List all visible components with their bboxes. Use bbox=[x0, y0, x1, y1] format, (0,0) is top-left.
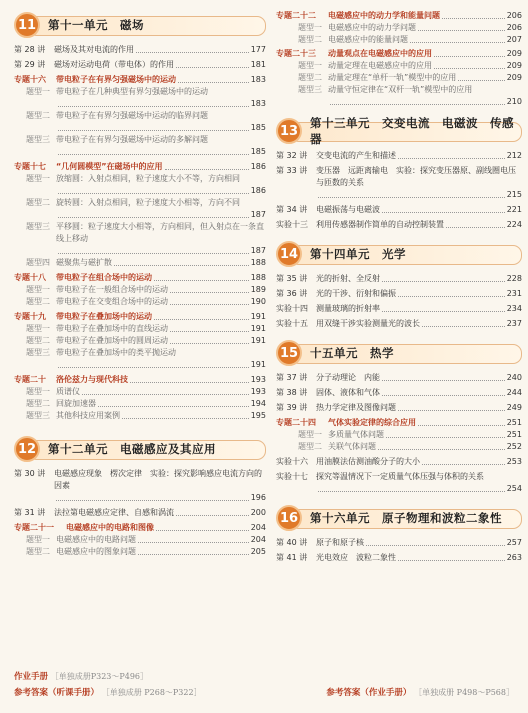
toc-entry[interactable] bbox=[276, 150, 522, 162]
homework-label[interactable]: 作业手册 bbox=[14, 672, 49, 682]
dot-leader bbox=[398, 288, 505, 297]
toc-subentry[interactable] bbox=[14, 86, 266, 110]
page-number: 257 bbox=[506, 538, 522, 547]
page-number: 194 bbox=[250, 399, 266, 408]
dot-leader bbox=[136, 44, 249, 53]
subentry-text: 动量定理在“单杆一轨”模型中的应用 bbox=[328, 73, 457, 82]
unit-title: 第十六单元 原子物理和波粒二象性 bbox=[310, 511, 502, 525]
dot-leader bbox=[398, 150, 505, 159]
entry-label: 实验十四 bbox=[276, 304, 308, 313]
dot-leader bbox=[434, 48, 505, 57]
subentry-label: 题型一 bbox=[26, 535, 50, 544]
page-number: 249 bbox=[506, 403, 522, 412]
entry-label: 实验十七 bbox=[276, 472, 308, 481]
page-number: 191 bbox=[250, 360, 266, 369]
toc-entry[interactable] bbox=[276, 219, 522, 231]
dot-leader bbox=[156, 522, 249, 531]
subentry-label: 题型二 bbox=[26, 297, 50, 306]
topic-label: 专题十八 bbox=[14, 273, 46, 282]
subentry-label: 题型一 bbox=[298, 23, 322, 32]
unit-number-badge: 16 bbox=[276, 505, 302, 531]
unit-title: 第十一单元 磁场 bbox=[48, 18, 144, 32]
page-number: 228 bbox=[506, 274, 522, 283]
subentry-label: 题型三 bbox=[26, 411, 50, 420]
dot-leader bbox=[382, 273, 505, 282]
subentry-text: 电磁感应中的图象问题 bbox=[56, 547, 136, 556]
toc-topic[interactable] bbox=[14, 522, 266, 534]
subentry-text: 回旋加速器 bbox=[56, 399, 96, 408]
page-number: 195 bbox=[250, 411, 266, 420]
dot-leader bbox=[154, 272, 249, 281]
entry-text: 用油膜法估测油酸分子的大小 bbox=[316, 457, 420, 466]
toc-entry[interactable] bbox=[276, 165, 522, 201]
dot-leader bbox=[318, 189, 505, 198]
subentry-text: 电磁感应中的电路问题 bbox=[56, 535, 136, 544]
topic-text: 带电粒子在叠加场中的运动 bbox=[56, 312, 152, 321]
page-number: 191 bbox=[250, 312, 266, 321]
subentry-text: 质谱仪 bbox=[56, 387, 80, 396]
subentry-label: 题型二 bbox=[298, 73, 322, 82]
toc-entry[interactable] bbox=[276, 456, 522, 468]
subentry-text: 带电粒子在一般组合场中的运动 bbox=[56, 285, 168, 294]
dot-leader bbox=[422, 456, 505, 465]
unit-14-header bbox=[276, 241, 522, 267]
subentry-text: 带电粒子在叠加场中的类平抛运动 191 bbox=[56, 348, 266, 369]
entry-label: 实验十三 bbox=[276, 220, 308, 229]
toc-entry[interactable] bbox=[276, 387, 522, 399]
topic-label: 专题二十二 bbox=[276, 11, 316, 20]
dot-leader bbox=[122, 410, 249, 419]
page-number: 183 bbox=[250, 99, 266, 108]
dot-leader bbox=[386, 429, 505, 438]
unit-number-badge: 13 bbox=[276, 118, 302, 144]
answers-lecture-label[interactable]: 参考答案（听课手册） bbox=[14, 688, 100, 698]
subentry-text: 磁聚焦与磁扩散 bbox=[56, 258, 112, 267]
subentry-text: 平移圆：粒子速度大小相等，方向相同，但入射点在一条直线上移动 187 bbox=[56, 222, 266, 255]
page-number: 191 bbox=[250, 336, 266, 345]
unit-title: 第十四单元 光学 bbox=[310, 247, 406, 261]
subentry-label: 题型二 bbox=[298, 35, 322, 44]
page-number: 251 bbox=[506, 418, 522, 427]
dot-leader bbox=[434, 60, 505, 69]
entry-text: 固体、液体和气体 bbox=[316, 388, 380, 397]
entry-text: 变压器 远距离输电 实验：探究变压器原、副线圈电压与匝数的关系 215 bbox=[316, 166, 522, 199]
page-number: 186 bbox=[250, 186, 266, 195]
unit-number-badge: 14 bbox=[276, 241, 302, 267]
toc-subentry[interactable] bbox=[14, 546, 266, 558]
toc-entry[interactable] bbox=[276, 303, 522, 315]
page-number: 251 bbox=[506, 430, 522, 439]
toc-subentry[interactable] bbox=[276, 22, 522, 34]
page-number: 231 bbox=[506, 289, 522, 298]
entry-label: 第 28 讲 bbox=[14, 45, 46, 54]
toc-entry[interactable] bbox=[276, 273, 522, 285]
toc-subentry[interactable] bbox=[14, 284, 266, 296]
dot-leader bbox=[422, 318, 505, 327]
page-number: 207 bbox=[506, 35, 522, 44]
subentry-label: 题型四 bbox=[26, 258, 50, 267]
dot-leader bbox=[170, 323, 249, 332]
subentry-label: 题型三 bbox=[26, 348, 50, 357]
toc-subentry[interactable] bbox=[276, 72, 522, 84]
page-number: 183 bbox=[250, 75, 266, 84]
topic-text: 带电粒子在有界匀强磁场中的运动 bbox=[56, 75, 176, 84]
subentry-label: 题型一 bbox=[298, 61, 322, 70]
toc-entry[interactable] bbox=[276, 204, 522, 216]
toc-entry[interactable] bbox=[276, 402, 522, 414]
entry-text: 分子动理论 内能 bbox=[316, 373, 380, 382]
subentry-label: 题型二 bbox=[298, 442, 322, 451]
entry-text: 光电效应 波粒二象性 bbox=[316, 553, 396, 562]
entry-text: 交变电流的产生和描述 bbox=[316, 151, 396, 160]
unit-12-header bbox=[14, 436, 266, 462]
page-number: 187 bbox=[250, 210, 266, 219]
toc-subentry[interactable] bbox=[14, 323, 266, 335]
subentry-text: 电磁感应中的能量问题 bbox=[328, 35, 408, 44]
toc-entry[interactable] bbox=[276, 288, 522, 300]
footer-answers bbox=[14, 686, 514, 698]
dot-leader bbox=[58, 98, 249, 107]
page-number: 234 bbox=[506, 304, 522, 313]
footer-homework bbox=[14, 670, 514, 682]
page-number: 181 bbox=[250, 60, 266, 69]
subentry-text: 多质量气体问题 bbox=[328, 430, 384, 439]
subentry-label: 题型一 bbox=[26, 324, 50, 333]
entry-text: 原子和原子核 bbox=[316, 538, 364, 547]
page-number: 190 bbox=[250, 297, 266, 306]
entry-label: 第 38 讲 bbox=[276, 388, 308, 397]
topic-text: 动量观点在电磁感应中的应用 bbox=[328, 49, 432, 58]
toc-subentry[interactable] bbox=[276, 429, 522, 441]
answers-homework-range: ［单独成册 P498～P568］ bbox=[414, 688, 514, 697]
toc-subentry[interactable] bbox=[14, 534, 266, 546]
unit-number-badge: 11 bbox=[14, 12, 40, 38]
page-number: 237 bbox=[506, 319, 522, 328]
dot-leader bbox=[330, 96, 505, 105]
subentry-label: 题型一 bbox=[26, 285, 50, 294]
dot-leader bbox=[82, 386, 249, 395]
toc-subentry[interactable] bbox=[14, 110, 266, 134]
page-number: 263 bbox=[506, 553, 522, 562]
entry-label: 第 39 讲 bbox=[276, 403, 308, 412]
subentry-label: 题型二 bbox=[26, 111, 50, 120]
answers-homework-label[interactable]: 参考答案（作业手册） bbox=[326, 688, 412, 698]
unit-15-header bbox=[276, 340, 522, 366]
subentry-text: 带电粒子在叠加场中的直线运动 bbox=[56, 324, 168, 333]
toc-left-column bbox=[14, 0, 266, 558]
topic-label: 专题二十一 bbox=[14, 523, 54, 532]
toc-entry[interactable] bbox=[14, 468, 266, 504]
entry-label: 第 30 讲 bbox=[14, 469, 46, 478]
page-number: 224 bbox=[506, 220, 522, 229]
subentry-text: 放缩圆：入射点相同，粒子速度大小不等，方向相同 186 bbox=[56, 174, 266, 195]
topic-label: 专题二十 bbox=[14, 375, 46, 384]
dot-leader bbox=[58, 209, 249, 218]
entry-text: 电磁振荡与电磁波 bbox=[316, 205, 380, 214]
dot-leader bbox=[418, 417, 505, 426]
subentry-text: 动量守恒定律在“双杆一轨”模型中的应用 210 bbox=[328, 85, 522, 106]
page-number: 254 bbox=[506, 484, 522, 493]
toc-topic[interactable] bbox=[276, 417, 522, 429]
toc-subentry[interactable] bbox=[14, 398, 266, 410]
dot-leader bbox=[382, 387, 505, 396]
entry-label: 第 33 讲 bbox=[276, 166, 308, 175]
dot-leader bbox=[58, 245, 249, 254]
subentry-text: 带电粒子在有界匀强磁场中运动的临界问题 185 bbox=[56, 111, 266, 132]
subentry-label: 题型二 bbox=[26, 198, 50, 207]
page-number: 185 bbox=[250, 123, 266, 132]
toc-subentry[interactable] bbox=[14, 296, 266, 308]
toc-topic[interactable] bbox=[276, 10, 522, 22]
toc-entry[interactable] bbox=[276, 372, 522, 384]
toc-subentry[interactable] bbox=[276, 60, 522, 72]
topic-label: 专题二十四 bbox=[276, 418, 316, 427]
entry-label: 第 32 讲 bbox=[276, 151, 308, 160]
page-number: 209 bbox=[506, 61, 522, 70]
dot-leader bbox=[410, 34, 505, 43]
dot-leader bbox=[165, 161, 249, 170]
dot-leader bbox=[58, 185, 249, 194]
dot-leader bbox=[170, 335, 249, 344]
page-number: 209 bbox=[506, 49, 522, 58]
dot-leader bbox=[398, 402, 505, 411]
toc-entry[interactable] bbox=[276, 552, 522, 564]
dot-leader bbox=[178, 74, 249, 83]
dot-leader bbox=[58, 359, 249, 368]
page-number: 188 bbox=[250, 273, 266, 282]
subentry-text: 旋转圆：入射点相同，粒子速度大小相等，方向不同 187 bbox=[56, 198, 266, 219]
toc-entry[interactable] bbox=[276, 537, 522, 549]
toc-entry[interactable] bbox=[14, 59, 266, 71]
subentry-text: 关联气体问题 bbox=[328, 442, 376, 451]
subentry-text: 其他科技应用案例 bbox=[56, 411, 120, 420]
dot-leader bbox=[382, 372, 505, 381]
page-number: 193 bbox=[250, 387, 266, 396]
toc-topic[interactable] bbox=[14, 161, 266, 173]
subentry-text: 电磁感应中的动力学问题 bbox=[328, 23, 416, 32]
dot-leader bbox=[154, 311, 249, 320]
unit-13-header bbox=[276, 118, 522, 144]
page-number: 253 bbox=[506, 457, 522, 466]
subentry-label: 题型二 bbox=[26, 399, 50, 408]
subentry-text: 带电粒子在交变组合场中的运动 bbox=[56, 297, 168, 306]
entry-label: 第 37 讲 bbox=[276, 373, 308, 382]
toc-subentry[interactable] bbox=[14, 257, 266, 269]
entry-text: 测量玻璃的折射率 bbox=[316, 304, 380, 313]
entry-label: 第 31 讲 bbox=[14, 508, 46, 517]
dot-leader bbox=[114, 257, 249, 266]
topic-text: 带电粒子在组合场中的运动 bbox=[56, 273, 152, 282]
dot-leader bbox=[446, 219, 505, 228]
subentry-text: 带电粒子在几种典型有界匀强磁场中的运动 183 bbox=[56, 87, 266, 108]
topic-label: 专题十九 bbox=[14, 312, 46, 321]
entry-text: 法拉第电磁感应定律、自感和涡流 bbox=[54, 508, 174, 517]
page-number: 196 bbox=[250, 493, 266, 502]
dot-leader bbox=[58, 122, 249, 131]
answers-lecture-range: ［单独成册 P268～P322］ bbox=[101, 688, 202, 697]
subentry-label: 题型一 bbox=[298, 430, 322, 439]
topic-text: 电磁感应中的动力学和能量问题 bbox=[328, 11, 440, 20]
subentry-label: 题型一 bbox=[26, 87, 50, 96]
subentry-text: 动量定理在电磁感应中的应用 bbox=[328, 61, 432, 70]
page-number: 189 bbox=[250, 285, 266, 294]
topic-text: 电磁感应中的电路和图像 bbox=[66, 523, 154, 532]
dot-leader bbox=[442, 10, 505, 19]
page-number: 187 bbox=[250, 246, 266, 255]
topic-text: 洛伦兹力与现代科技 bbox=[56, 375, 128, 384]
entry-label: 实验十六 bbox=[276, 457, 308, 466]
toc-subentry[interactable] bbox=[14, 347, 266, 371]
dot-leader bbox=[130, 374, 249, 383]
subentry-label: 题型一 bbox=[26, 174, 50, 183]
toc-topic[interactable] bbox=[14, 272, 266, 284]
toc-topic[interactable] bbox=[276, 48, 522, 60]
dot-leader bbox=[58, 146, 249, 155]
toc-topic[interactable] bbox=[14, 74, 266, 86]
page-number: 177 bbox=[250, 45, 266, 54]
entry-label: 第 34 讲 bbox=[276, 205, 308, 214]
entry-label: 第 35 讲 bbox=[276, 274, 308, 283]
entry-text: 电磁感应现象 楞次定律 实验：探究影响感应电流方向的因素 196 bbox=[54, 469, 266, 502]
subentry-text: 带电粒子在叠加场中的圆周运动 bbox=[56, 336, 168, 345]
toc-entry[interactable] bbox=[276, 318, 522, 330]
page-number: 221 bbox=[506, 205, 522, 214]
toc-subentry[interactable] bbox=[276, 441, 522, 453]
unit-16-header bbox=[276, 505, 522, 531]
entry-label: 实验十五 bbox=[276, 319, 308, 328]
page-number: 204 bbox=[250, 523, 266, 532]
topic-text: “几何圆模型”在磁场中的应用 bbox=[56, 162, 163, 171]
topic-label: 专题二十三 bbox=[276, 49, 316, 58]
subentry-label: 题型三 bbox=[26, 222, 50, 231]
subentry-text: 带电粒子在有界匀强磁场中运动的多解问题 185 bbox=[56, 135, 266, 156]
dot-leader bbox=[170, 296, 249, 305]
toc-right-column bbox=[276, 10, 522, 567]
toc-subentry[interactable] bbox=[14, 134, 266, 158]
page-number: 212 bbox=[506, 151, 522, 160]
page-number: 204 bbox=[250, 535, 266, 544]
toc-entry[interactable] bbox=[14, 44, 266, 56]
dot-leader bbox=[318, 483, 505, 492]
page-number: 206 bbox=[506, 11, 522, 20]
subentry-label: 题型二 bbox=[26, 336, 50, 345]
page-number: 191 bbox=[250, 324, 266, 333]
page-number: 205 bbox=[250, 547, 266, 556]
toc-subentry[interactable] bbox=[14, 221, 266, 257]
entry-text: 光的干涉、衍射和偏振 bbox=[316, 289, 396, 298]
unit-title: 第十三单元 交变电流 电磁波 传感器 bbox=[310, 116, 514, 146]
toc-subentry[interactable] bbox=[14, 335, 266, 347]
entry-label: 第 40 讲 bbox=[276, 538, 308, 547]
page-number: 193 bbox=[250, 375, 266, 384]
toc-subentry[interactable] bbox=[276, 84, 522, 108]
page-number: 210 bbox=[506, 97, 522, 106]
dot-leader bbox=[98, 398, 249, 407]
subentry-label: 题型二 bbox=[26, 547, 50, 556]
dot-leader bbox=[366, 537, 505, 546]
unit-title: 第十二单元 电磁感应及其应用 bbox=[48, 442, 216, 456]
entry-text: 磁场对运动电荷（带电体）的作用 bbox=[54, 60, 174, 69]
page-number: 215 bbox=[506, 190, 522, 199]
toc-subentry[interactable] bbox=[14, 197, 266, 221]
page-number: 252 bbox=[506, 442, 522, 451]
page-number: 186 bbox=[250, 162, 266, 171]
topic-label: 专题十七 bbox=[14, 162, 46, 171]
unit-title: 十五单元 热学 bbox=[310, 346, 394, 360]
page-number: 240 bbox=[506, 373, 522, 382]
page-number: 188 bbox=[250, 258, 266, 267]
toc-entry[interactable] bbox=[276, 471, 522, 495]
toc-topic[interactable] bbox=[14, 311, 266, 323]
entry-text: 探究等温情况下一定质量气体压强与体积的关系 254 bbox=[316, 472, 522, 493]
entry-text: 利用传感器制作简单的自动控制装置 bbox=[316, 220, 444, 229]
entry-label: 第 29 讲 bbox=[14, 60, 46, 69]
entry-text: 热力学定律及图像问题 bbox=[316, 403, 396, 412]
entry-label: 第 36 讲 bbox=[276, 289, 308, 298]
homework-range: ［单独成册P323～P496］ bbox=[50, 672, 149, 681]
dot-leader bbox=[382, 303, 505, 312]
dot-leader bbox=[398, 552, 505, 561]
dot-leader bbox=[176, 59, 249, 68]
toc-subentry[interactable] bbox=[14, 410, 266, 422]
dot-leader bbox=[382, 204, 505, 213]
entry-label: 第 41 讲 bbox=[276, 553, 308, 562]
entry-text: 光的折射、全反射 bbox=[316, 274, 380, 283]
subentry-label: 题型三 bbox=[298, 85, 322, 94]
unit-number-badge: 15 bbox=[276, 340, 302, 366]
entry-text: 磁场及其对电流的作用 bbox=[54, 45, 134, 54]
toc-entry[interactable] bbox=[14, 507, 266, 519]
subentry-label: 题型一 bbox=[26, 387, 50, 396]
dot-leader bbox=[138, 534, 249, 543]
unit-number-badge: 12 bbox=[14, 436, 40, 462]
dot-leader bbox=[176, 507, 249, 516]
dot-leader bbox=[418, 22, 505, 31]
topic-label: 专题十六 bbox=[14, 75, 46, 84]
dot-leader bbox=[458, 72, 504, 81]
page-number: 185 bbox=[250, 147, 266, 156]
dot-leader bbox=[56, 492, 249, 501]
toc-topic[interactable] bbox=[14, 374, 266, 386]
toc-subentry[interactable] bbox=[276, 34, 522, 46]
page-number: 206 bbox=[506, 23, 522, 32]
toc-subentry[interactable] bbox=[14, 173, 266, 197]
toc-subentry[interactable] bbox=[14, 386, 266, 398]
dot-leader bbox=[170, 284, 249, 293]
dot-leader bbox=[138, 546, 249, 555]
dot-leader bbox=[378, 441, 505, 450]
page-number: 244 bbox=[506, 388, 522, 397]
entry-text: 用双缝干涉实验测量光的波长 bbox=[316, 319, 420, 328]
unit-11-header bbox=[14, 12, 266, 38]
topic-text: 气体实验定律的综合应用 bbox=[328, 418, 416, 427]
page-number: 209 bbox=[506, 73, 522, 82]
subentry-label: 题型三 bbox=[26, 135, 50, 144]
page-number: 200 bbox=[250, 508, 266, 517]
